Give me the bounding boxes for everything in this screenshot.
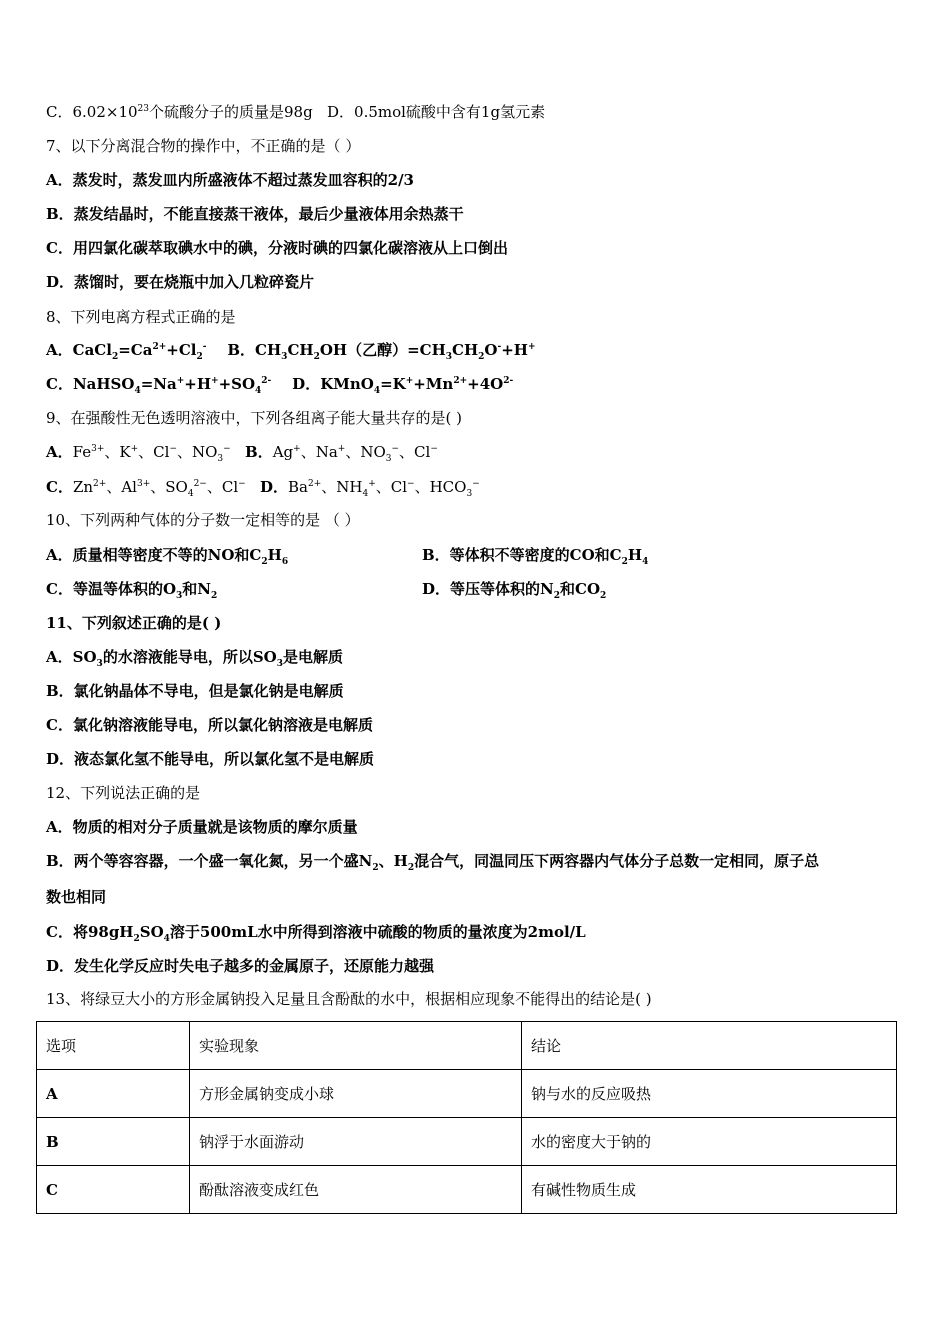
q10-options-ab: A．质量相等密度不等的NO和$C_2H_6$ B．等体积不等密度的CO和$C_2H_4$ (46, 546, 649, 567)
q10-stem: 10、下列两种气体的分子数一定相等的是 （ ） (46, 511, 360, 529)
q12-stem: 12、下列说法正确的是 (46, 784, 201, 802)
q12-option-b: B．两个等容容器，一个盛一氧化氮，另一个盛$N_2$、$H_2$混合气，同温同压下两容器内气体分子总数一定相同，原子总 (46, 852, 820, 873)
q12-option-c: C．将$98gH_2SO_4$溶于500mL水中所得到溶液中硫酸的物质的量浓度为2mol/L (46, 923, 586, 944)
q9-options-ab: A．$Fe^{3+}$、K+、Cl−、$NO_3^-$ B．Ag+、Na+、$NO_3^-$、Cl− (46, 443, 438, 464)
q7-option-d: D．蒸馏时，要在烧瓶中加入几粒碎瓷片 (46, 273, 315, 291)
table-cell: B (37, 1118, 190, 1166)
q12-option-a: A．物质的相对分子质量就是该物质的摩尔质量 (46, 818, 358, 836)
table-cell: 有碱性物质生成 (522, 1166, 897, 1214)
q11-option-d: D．液态氯化氢不能导电，所以氯化氢不是电解质 (46, 750, 375, 768)
table-header-row (37, 1022, 897, 1070)
q8-options-ab: A．$CaCl_2=Ca^{2+}+Cl_2^-$ B．$CH_3CH_2OH$（乙醇）$=CH_3CH_2O^-+H^+$ (46, 341, 536, 362)
q13-table (36, 1021, 897, 1214)
table-cell: A (37, 1070, 190, 1118)
table-cell: 钠浮于水面游动 (190, 1118, 522, 1166)
q7-option-b: B．蒸发结晶时，不能直接蒸干液体，最后少量液体用余热蒸干 (46, 205, 464, 223)
q7-stem: 7、以下分离混合物的操作中，不正确的是（ ） (46, 137, 361, 155)
q9-options-cd: C．$Zn^{2+}$、$Al^{3+}$、$SO_4^{2-}$、Cl− D．$Ba^{2+}$、$NH_4^+$、Cl−、$HCO_3^-$ (46, 478, 480, 499)
table-header-cell: 实验现象 (190, 1022, 522, 1070)
q8-options-cd: C．$NaHSO_4=Na^++H^++SO_4^{2-}$ D．$KMnO_4=K^++Mn^{2+}+4O^{2-}$ (46, 375, 514, 396)
table-row (37, 1118, 897, 1166)
table-header-cell: 选项 (37, 1022, 190, 1070)
q8-stem: 8、下列电离方程式正确的是 (46, 308, 236, 326)
q11-option-a: A．$SO_3$的水溶液能导电，所以$SO_3$是电解质 (46, 648, 343, 669)
q7-option-c: C．用四氯化碳萃取碘水中的碘，分液时碘的四氯化碳溶液从上口倒出 (46, 239, 508, 257)
table-cell: 酚酞溶液变成红色 (190, 1166, 522, 1214)
q12-option-b-cont: 数也相同 (46, 888, 107, 906)
table-header-cell: 结论 (522, 1022, 897, 1070)
table-row (37, 1070, 897, 1118)
q11-stem: 11、下列叙述正确的是( ) (46, 614, 222, 632)
q10-options-cd: C．等温等体积的$O_3$和$N_2$ D．等压等体积的$N_2$和$CO_2$ (46, 580, 607, 601)
q11-option-b: B．氯化钠晶体不导电，但是氯化钠是电解质 (46, 682, 344, 700)
table-cell: C (37, 1166, 190, 1214)
q9-stem: 9、在强酸性无色透明溶液中，下列各组离子能大量共存的是( ) (46, 409, 463, 427)
q7-option-a: A．蒸发时，蒸发皿内所盛液体不超过蒸发皿容积的2/3 (46, 171, 414, 189)
q13-stem: 13、将绿豆大小的方形金属钠投入足量且含酚酞的水中，根据相应现象不能得出的结论是( ) (46, 990, 652, 1008)
table-row (37, 1166, 897, 1214)
q6-options: C．$6.02\times 10^{23}$个硫酸分子的质量是98g D．0.5mol硫酸中含有1g氢元素 (46, 103, 546, 121)
table-cell: 钠与水的反应吸热 (522, 1070, 897, 1118)
q11-option-c: C．氯化钠溶液能导电，所以氯化钠溶液是电解质 (46, 716, 373, 734)
q12-option-d: D．发生化学反应时失电子越多的金属原子，还原能力越强 (46, 957, 435, 975)
table-cell: 方形金属钠变成小球 (190, 1070, 522, 1118)
table-cell: 水的密度大于钠的 (522, 1118, 897, 1166)
